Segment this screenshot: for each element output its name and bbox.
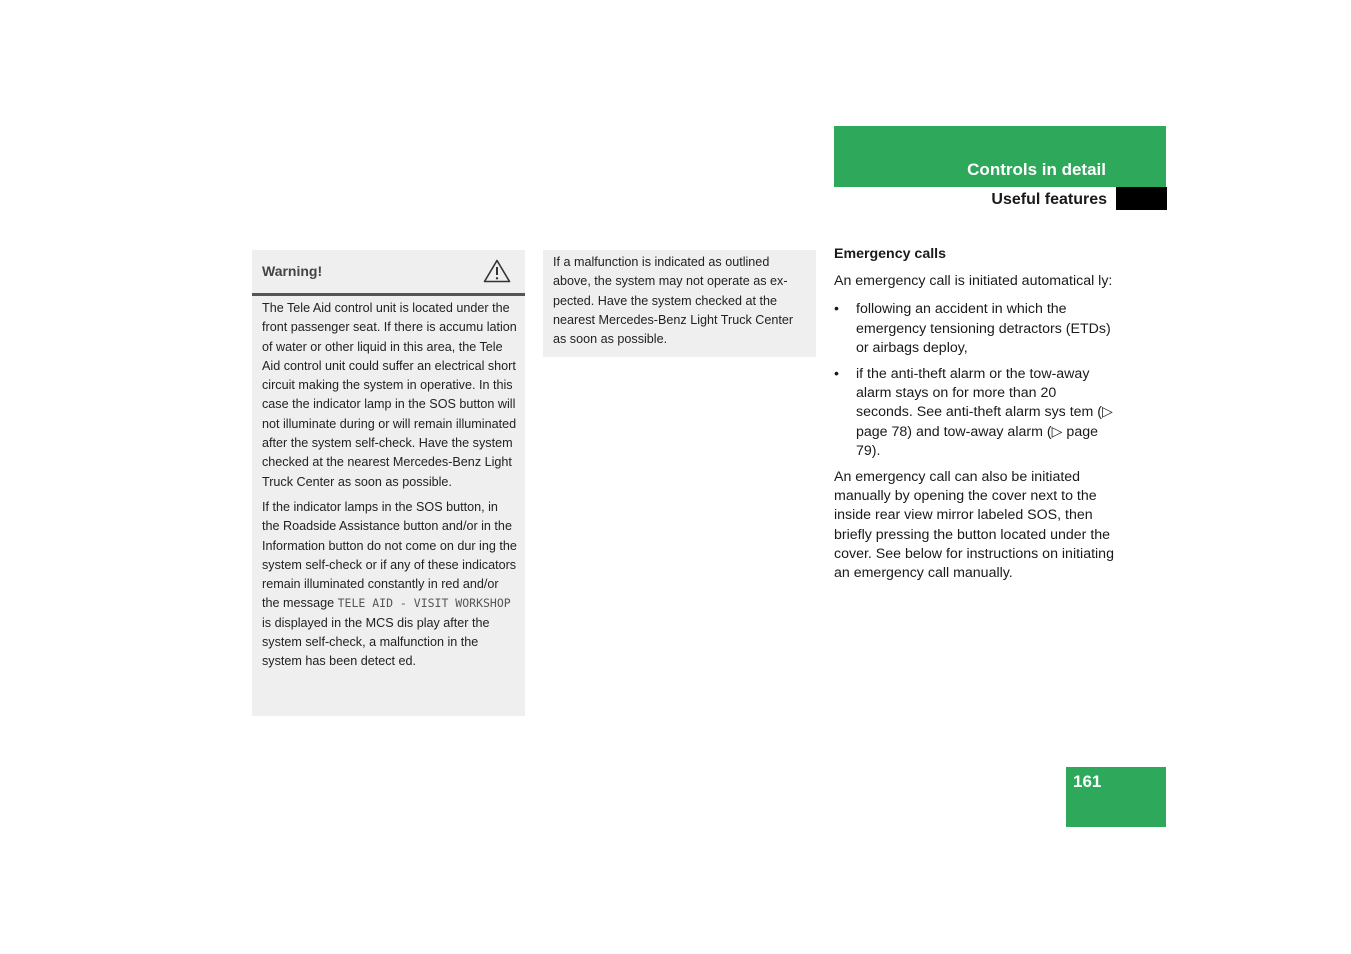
list-item [834, 300, 1114, 358]
manual-emergency-paragraph: An emergency call can also be initiated manually by opening the cover next to the inside rear view mirror labeled SOS, then briefly pressing the button located under the cover. See below for instructions on initiating an emergency call manually. [834, 469, 1114, 582]
warning-box [252, 250, 525, 716]
section-title: Controls in detail [967, 160, 1106, 179]
malfunction-note-text: If a malfunction is indicated as outlined above, the system may not operate as ex pected. Have the system checked at the nearest Mercedes-Benz Light Truck Center as soon as possible. [553, 255, 794, 347]
page-number-box [1066, 767, 1166, 827]
subsection-title: Useful features [991, 191, 1107, 208]
malfunction-note-box [543, 250, 816, 357]
list-item [834, 365, 1114, 461]
page-number: 161 [1073, 772, 1102, 791]
warning-paragraph [262, 498, 517, 672]
list-item-text: following an accident in which the emergency tensioning detractors (ETDs) or airbags deploy, [856, 301, 1111, 356]
bullet-icon: • [834, 301, 839, 318]
warning-label: Warning! [262, 263, 323, 279]
emergency-calls-section [834, 245, 1114, 592]
emergency-calls-heading: Emergency calls [834, 246, 946, 262]
warning-body [252, 296, 525, 672]
warning-header [252, 250, 525, 296]
emergency-intro: An emergency call is initiated automatical ly: [834, 273, 1113, 290]
emergency-trigger-list [834, 300, 1114, 461]
warning-triangle-icon [483, 259, 511, 283]
list-item-text: if the anti-theft alarm or the tow-away alarm stays on for more than 20 seconds. See anti-theft alarm sys tem (▷ page 78) and tow-away alarm (▷ page 79). [856, 366, 1113, 459]
section-header-band [834, 126, 1166, 187]
warning-paragraph-text: is displayed in the MCS dis play after the system self-check, a malfunction in the system has been detect ed. [262, 615, 490, 669]
display-message-text: TELE AID - VISIT WORKSHOP [337, 596, 511, 611]
warning-paragraph: The Tele Aid control unit is located under the front passenger seat. If there is accumu lation of water or other liquid in this area, the Tele Aid control unit could suffer an electrical short circuit making the system in operative. In this case the indicator lamp in the SOS button will not illuminate during or will remain illuminated after the system self-check. Have the system checked at the nearest Mercedes-Benz Light Truck Center as soon as possible. [262, 301, 517, 489]
warning-paragraph-text: If the indicator lamps in the SOS button, in the Roadside Assistance button and/or in the Information button do not come on dur ing the system self-check or if any of these indicators remain illuminated constantly in red and/or the message [262, 499, 517, 611]
bullet-icon: • [834, 366, 839, 383]
section-tab-marker [1116, 187, 1167, 210]
